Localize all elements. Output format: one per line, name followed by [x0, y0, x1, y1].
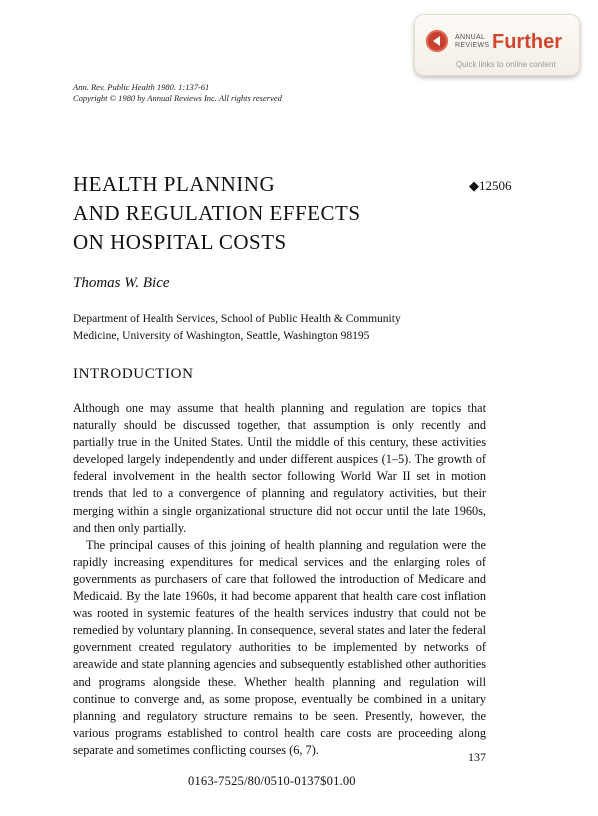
affiliation-line: Department of Health Services, School of Public Health & Community — [73, 313, 401, 325]
article-title — [73, 170, 473, 257]
play-icon — [426, 30, 448, 52]
footer-code: 0163-7525/80/0510-0137$01.00 — [188, 774, 356, 788]
badge-tagline: Quick links to online content — [456, 60, 556, 69]
author-affiliation — [73, 311, 513, 345]
publisher-line1: ANNUAL — [455, 34, 486, 41]
body-paragraph: The principal causes of this joining of health planning and regulation were the rapidly increasing expenditures for medical services and the enlarging roles of governments as purchasers of care that followed the introduction of Medicare and Medicaid. By the late 1960s, it had become apparent that health care cost inflation was rooted in systemic features of the health services industry that could not be remedied by voluntary planning. In consequence, several states and later the federal government created regulatory authorities to be implemented by networks of areawide and state planning agencies and subsequently established other authorities and programs alongside these. Whether health planning and regulation will continue to converge and, as some propose, eventually be combined in a unitary planning and regulatory structure remains to be seen. Presently, however, the various programs established to control health care costs are proceeding along separate and sometimes conflicting courses (6, 7). — [73, 537, 486, 757]
publisher-line2: REVIEWS — [455, 42, 490, 49]
article-body — [73, 400, 486, 759]
body-paragraph: Although one may assume that health planning and regulation are topics that naturally should be discussed together, that assumption is only recently and partially true in the United States. Until the middle of this century, these activities developed largely independently and under different auspices (1–5). The growth of federal involvement in the health sector following World War II set in motion trends that led to a convergence of planning and regulatory activities, but their merging within a single organizational structure did not occur until the late 1960s, and then only partially. — [73, 401, 486, 535]
journal-citation: Ann. Rev. Public Health 1980. 1:137-61 — [73, 82, 210, 92]
brand-further: Further — [492, 31, 562, 53]
affiliation-line: Medicine, University of Washington, Seattle, Washington 98195 — [73, 330, 370, 342]
title-line: ON HOSPITAL COSTS — [73, 230, 287, 254]
page-number: 137 — [468, 750, 486, 764]
title-line: AND REGULATION EFFECTS — [73, 201, 361, 225]
author-name: Thomas W. Bice — [73, 275, 170, 291]
section-heading: INTRODUCTION — [73, 366, 194, 382]
copyright-notice: Copyright © 1980 by Annual Reviews Inc. All rights reserved — [73, 93, 282, 103]
catalog-number: ◆12506 — [469, 178, 512, 193]
title-line: HEALTH PLANNING — [73, 172, 276, 196]
further-badge[interactable] — [414, 14, 580, 76]
